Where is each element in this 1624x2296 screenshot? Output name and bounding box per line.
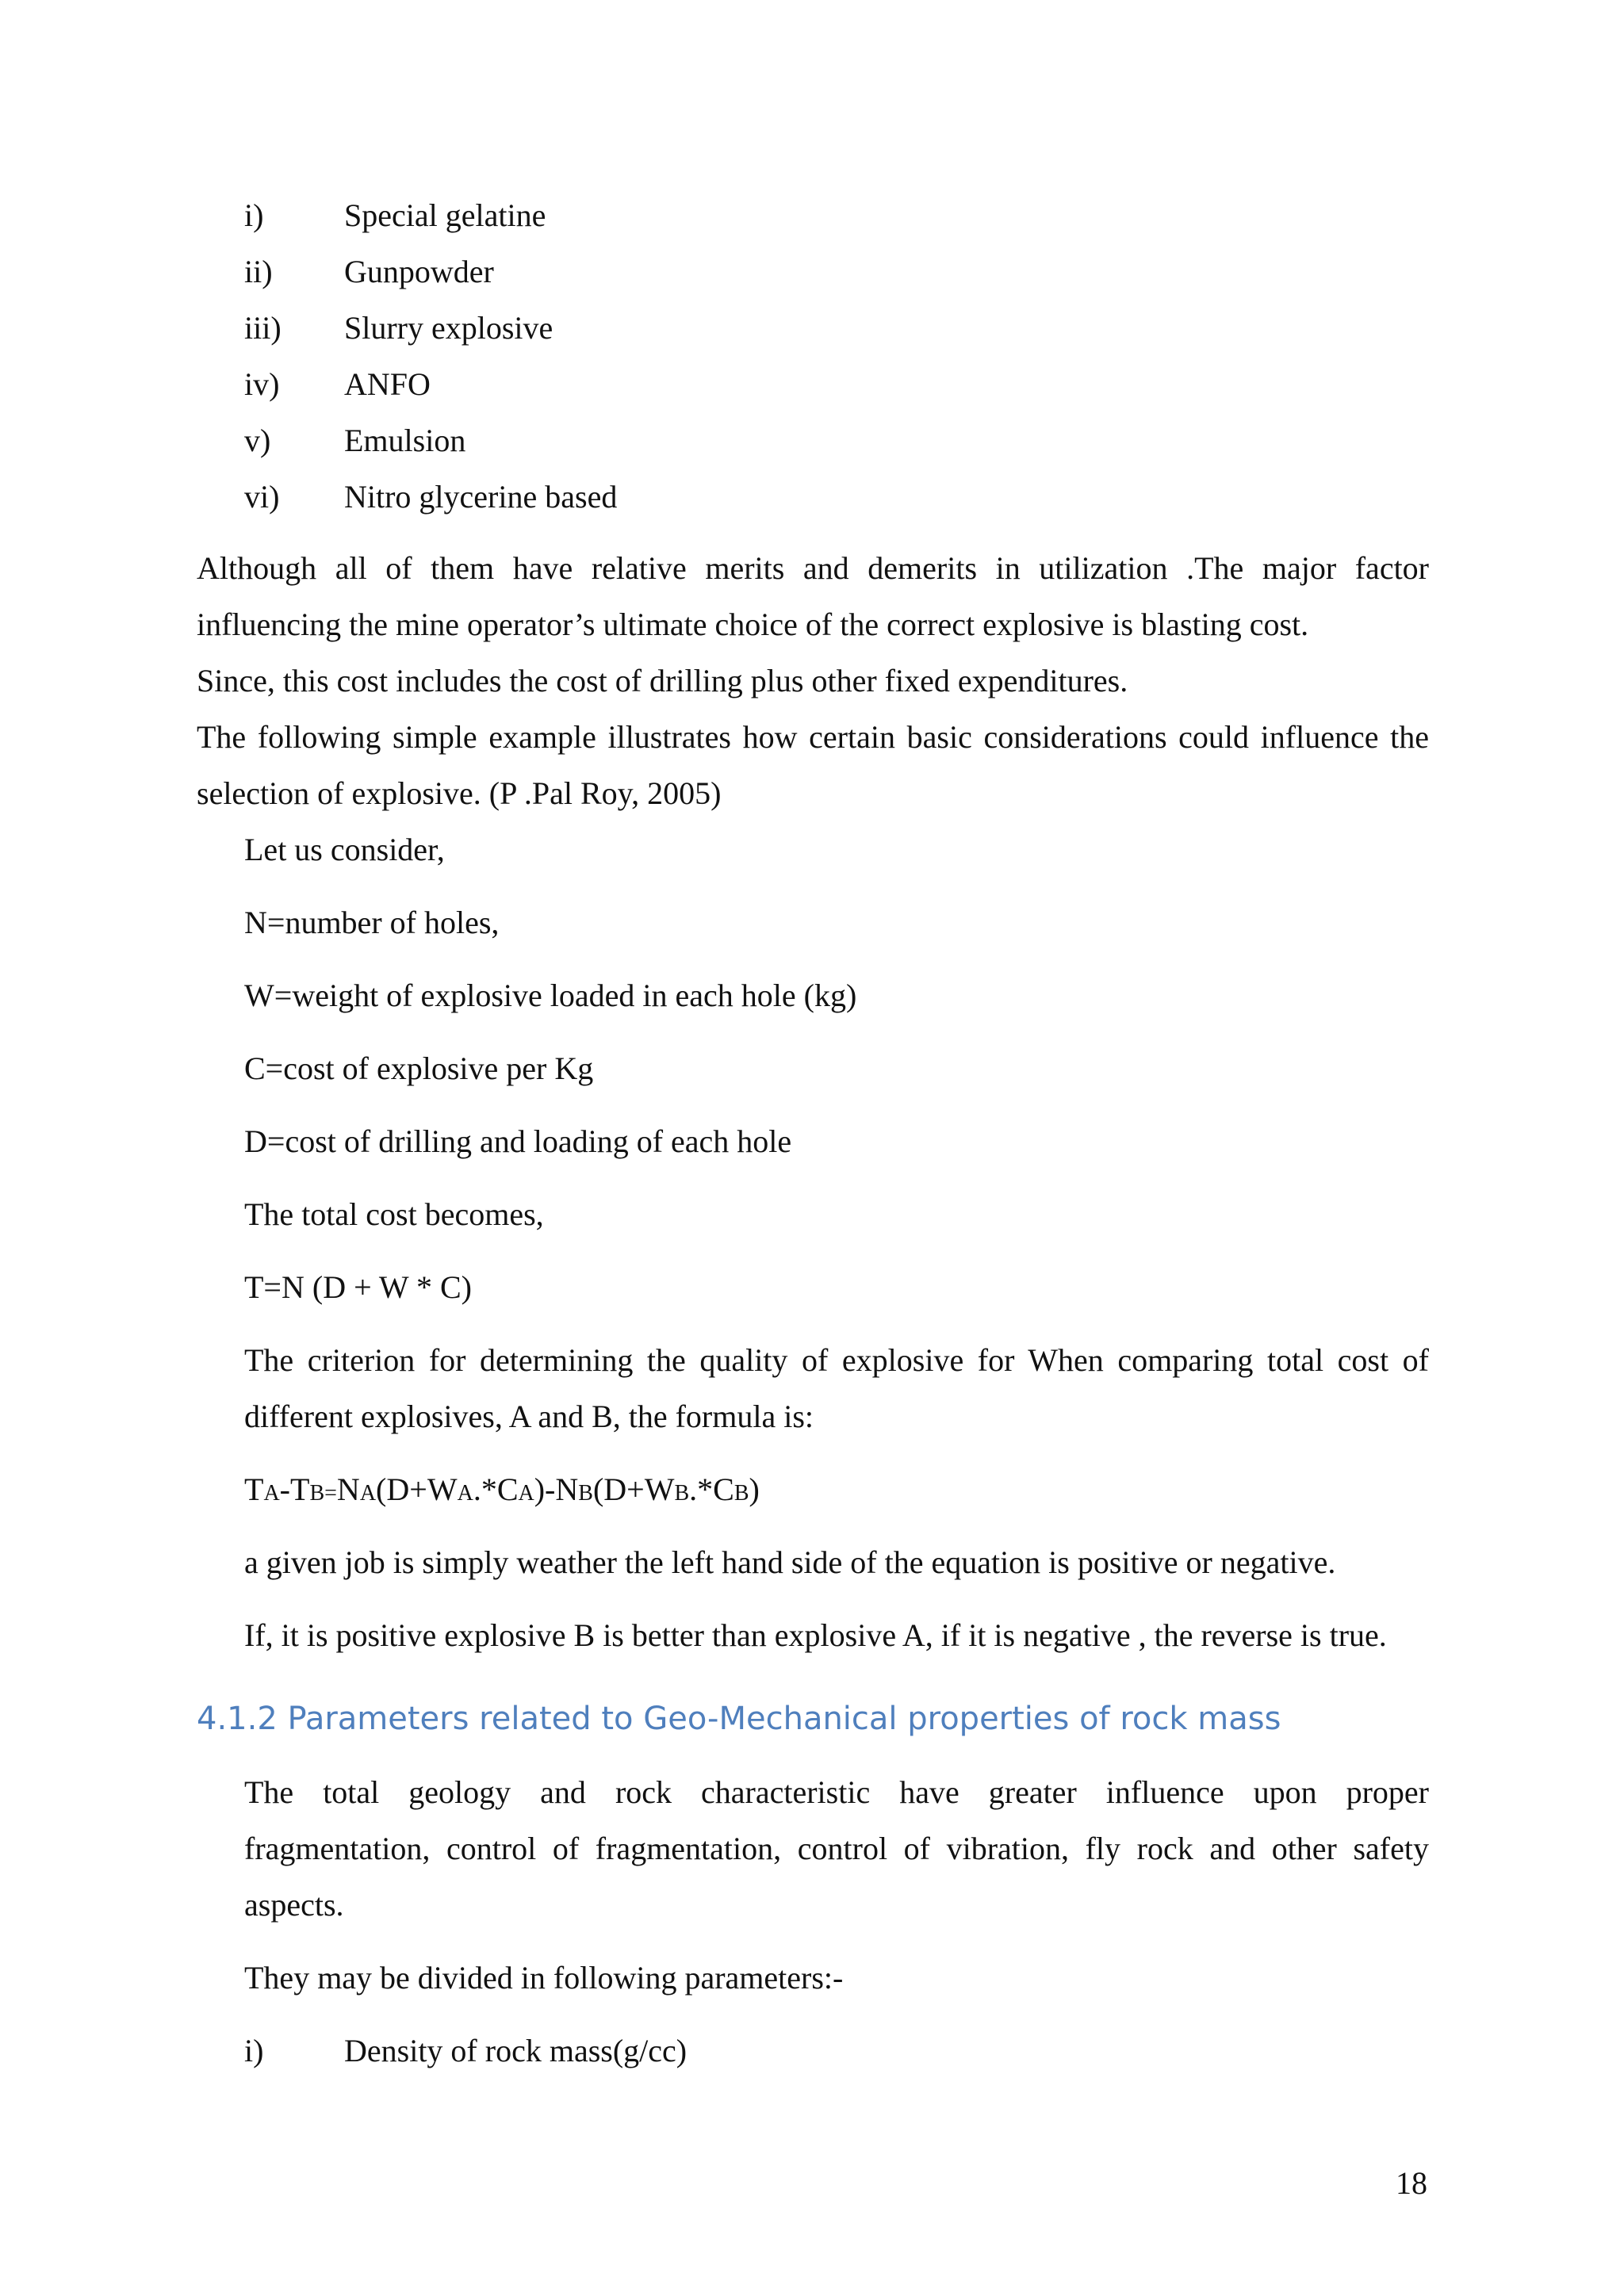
paragraph-line: The following simple example illustrates how certain basic considerations could influence the (197, 719, 1429, 755)
page-number: 18 (1396, 2165, 1427, 2201)
section-divided: They may be divided in following parameters:- (244, 1960, 844, 1996)
definition-d: D=cost of drilling and loading of each hole (244, 1123, 792, 1159)
definitions-intro: Let us consider, (244, 832, 445, 867)
list-number: iii) (244, 310, 282, 346)
list-item: Slurry explosive (344, 310, 553, 346)
list-item: ANFO (344, 366, 431, 402)
criterion-line: The criterion for determining the quality of explosive for When comparing total cost of (244, 1342, 1429, 1378)
section-line: aspects. (244, 1887, 344, 1923)
paragraph-line: Although all of them have relative merits and demerits in utilization .The major factor (197, 550, 1429, 586)
list-item: Special gelatine (344, 197, 546, 233)
paragraph-line: Since, this cost includes the cost of drilling plus other fixed expenditures. (197, 663, 1128, 698)
conclusion-line: If, it is positive explosive B is better than explosive A, if it is negative , the reverse is true. (244, 1617, 1387, 1653)
definition-n: N=number of holes, (244, 905, 500, 940)
list-item: Emulsion (344, 423, 466, 458)
total-cost-formula: T=N (D + W * C) (244, 1269, 472, 1305)
paragraph-line: influencing the mine operator’s ultimate choice of the correct explosive is blasting cost. (197, 607, 1309, 642)
section-line: The total geology and rock characteristic have greater influence upon proper (244, 1774, 1429, 1810)
list-number: ii) (244, 254, 273, 289)
list-item: Gunpowder (344, 254, 494, 289)
total-cost-intro: The total cost becomes, (244, 1196, 544, 1232)
conclusion-line: a given job is simply weather the left hand side of the equation is positive or negative. (244, 1544, 1336, 1580)
criterion-line: different explosives, A and B, the formula is: (244, 1399, 814, 1434)
section-line: fragmentation, control of fragmentation, control of vibration, fly rock and other safety (244, 1831, 1429, 1866)
list-item: Density of rock mass(g/cc) (344, 2033, 688, 2068)
comparison-formula: TA-TB=NA(D+WA.*CA)-NB(D+WB.*CB) (244, 1471, 760, 1507)
list-number: i) (244, 197, 264, 233)
definition-c: C=cost of explosive per Kg (244, 1050, 594, 1086)
paragraph-line: selection of explosive. (P .Pal Roy, 2005) (197, 775, 722, 811)
list-number: i) (244, 2033, 264, 2068)
list-number: iv) (244, 366, 280, 402)
list-number: v) (244, 423, 271, 458)
section-heading: 4.1.2 Parameters related to Geo-Mechanical properties of rock mass (197, 1701, 1281, 1737)
definition-w: W=weight of explosive loaded in each hole (kg) (244, 978, 857, 1013)
list-item: Nitro glycerine based (344, 479, 618, 515)
list-number: vi) (244, 479, 280, 515)
